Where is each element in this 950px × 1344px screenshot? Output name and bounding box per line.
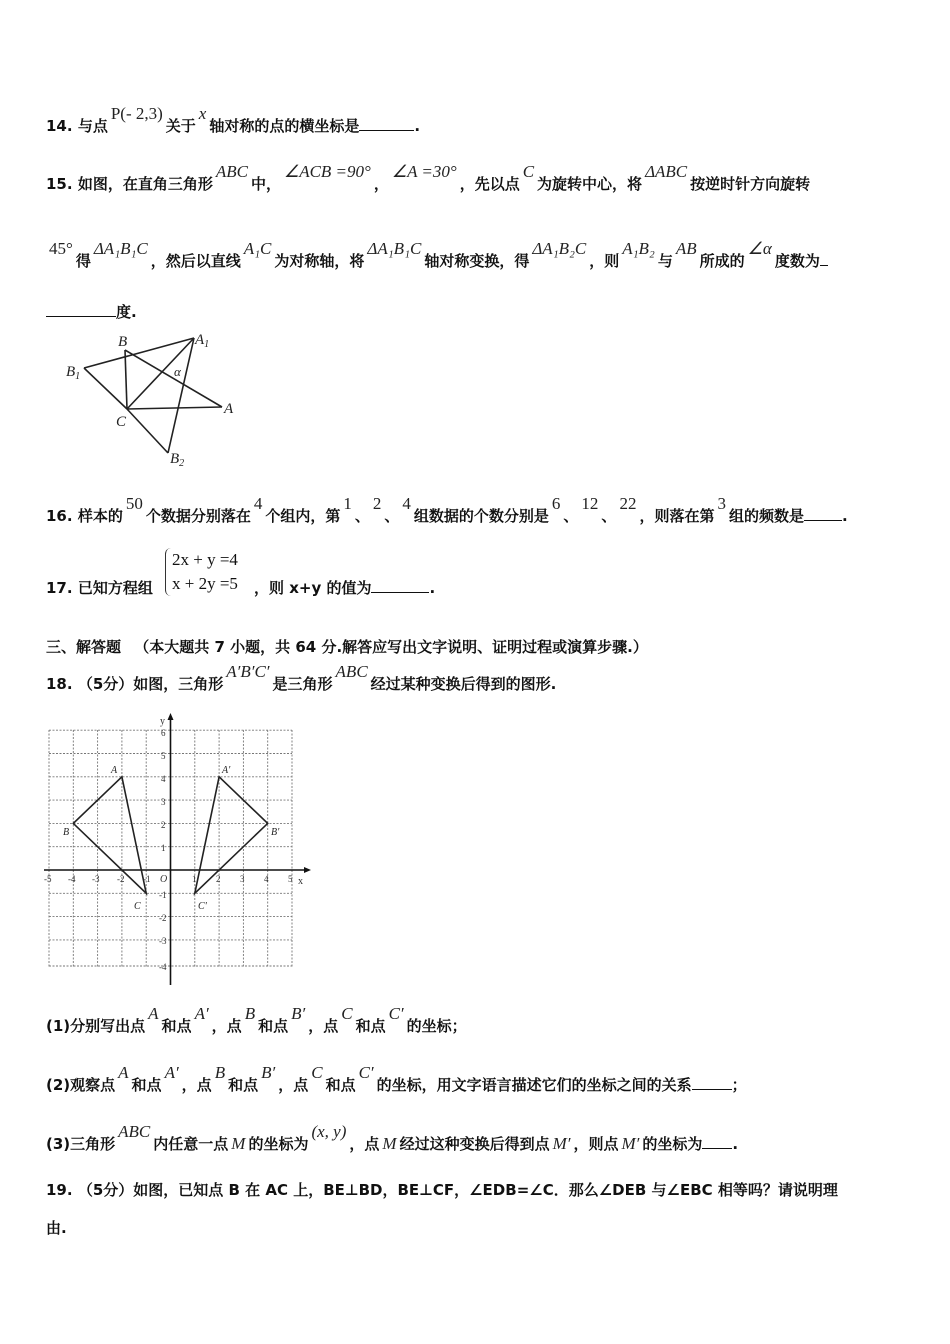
text: ； — [731, 1076, 747, 1094]
text: ，则 — [589, 252, 620, 270]
x-axis-arrow-icon — [304, 867, 311, 873]
math-point: A — [148, 1004, 159, 1023]
math-triangle: ΔA₁B₂C — [532, 239, 587, 258]
question-19 — [46, 1180, 838, 1200]
text: 轴对称的点的横坐标是 — [209, 117, 360, 135]
text: 由. — [46, 1219, 67, 1237]
text: (2)观察点 — [46, 1076, 116, 1094]
label-B2: $B_2$ — [170, 451, 185, 469]
svg-text:-3: -3 — [159, 936, 167, 946]
math-number: 50 — [125, 494, 143, 513]
math-triangle: ABC — [215, 162, 248, 181]
equation-1: 2x + y =4 — [172, 550, 238, 569]
math-triangle: ΔA₁B₁C — [93, 239, 148, 258]
math-point: A′ — [194, 1004, 209, 1023]
text: ， — [373, 175, 389, 193]
question-17 — [46, 578, 153, 598]
math-number: 2 — [372, 494, 382, 513]
text: 、 — [563, 507, 579, 525]
text: 的坐标为 — [642, 1135, 703, 1153]
text: 关于 — [165, 117, 196, 135]
text: ，点 — [181, 1076, 212, 1094]
text: 如图，在直角三角形 — [77, 175, 213, 193]
label-alpha: α — [174, 364, 181, 379]
math-point: C′ — [358, 1063, 374, 1082]
math-point: A — [118, 1063, 129, 1082]
math-segment: AB — [675, 239, 697, 258]
svg-text:-2: -2 — [159, 913, 167, 923]
text: （5分）如图，三角形 — [77, 675, 224, 693]
svg-text:-3: -3 — [92, 874, 100, 884]
text: ，则点 — [573, 1135, 619, 1153]
svg-text:2: 2 — [216, 874, 221, 884]
math-number: 6 — [551, 494, 561, 513]
math-point: B′ — [261, 1063, 276, 1082]
label-A: A — [224, 401, 234, 417]
text: 和点 — [228, 1076, 259, 1094]
text: ，先以点 — [459, 175, 520, 193]
math-number: 3 — [717, 494, 726, 513]
math-point: A′ — [164, 1063, 179, 1082]
math-point: B — [214, 1063, 226, 1082]
text: 、 — [384, 507, 400, 525]
label-B: B — [63, 827, 70, 838]
math-axis: x — [198, 104, 207, 123]
text: ，点 — [211, 1017, 242, 1035]
math-number: 22 — [619, 494, 637, 513]
triangle-A'B'C' — [195, 777, 268, 894]
question-number: 17. — [46, 579, 73, 597]
label-B: B — [118, 334, 128, 350]
answer-blank-start[interactable] — [820, 251, 828, 266]
equation-2: x + 2y =5 — [172, 574, 238, 593]
answer-blank[interactable] — [359, 116, 414, 131]
text: 和点 — [355, 1017, 386, 1035]
text: . — [414, 117, 421, 135]
math-segment: A₁B₂ — [622, 239, 655, 258]
triangle-ABC — [73, 777, 146, 894]
text: ，则落在第 — [639, 507, 715, 525]
math-triangle: ΔA₁B₁C — [367, 239, 422, 258]
question-18-part1 — [46, 1004, 467, 1036]
svg-text:1: 1 — [192, 874, 197, 884]
text: 是三角形 — [272, 675, 333, 693]
math-point: C — [311, 1063, 323, 1082]
text: 按逆时针方向旋转 — [690, 175, 811, 193]
svg-text:1: 1 — [161, 843, 166, 853]
math-point: M — [382, 1134, 397, 1153]
svg-text:3: 3 — [161, 797, 166, 807]
math-point: C′ — [388, 1004, 404, 1023]
text: 组数据的个数分别是 — [413, 507, 549, 525]
text: 的坐标，用文字语言描述它们的坐标之间的关系 — [376, 1076, 692, 1094]
label-C: C — [134, 901, 141, 912]
svg-text:x: x — [298, 876, 303, 887]
math-point: M′ — [552, 1134, 571, 1153]
text: 的坐标； — [406, 1017, 467, 1035]
section-note: （本大题共 7 小题，共 64 分.解答应写出文字说明、证明过程或演算步骤.） — [134, 638, 648, 656]
question-16 — [46, 494, 848, 526]
label-B-prime: B' — [271, 827, 280, 838]
label-C: C — [116, 414, 127, 430]
q15-figure — [60, 325, 240, 475]
svg-text:3: 3 — [240, 874, 245, 884]
svg-text:6: 6 — [161, 728, 166, 738]
svg-text:4: 4 — [161, 774, 166, 784]
question-number: 14. — [46, 117, 73, 135]
math-point: C — [522, 162, 535, 181]
text: ，则 x+y 的值为 — [254, 579, 372, 597]
question-number: 15. — [46, 175, 73, 193]
svg-text:-5: -5 — [44, 874, 52, 884]
text: (3)三角形 — [46, 1135, 116, 1153]
answer-blank[interactable] — [804, 506, 842, 521]
question-15 — [46, 162, 811, 194]
answer-blank[interactable] — [371, 578, 429, 593]
question-18-part2 — [46, 1063, 747, 1095]
answer-blank[interactable] — [702, 1134, 732, 1149]
text: 和点 — [258, 1017, 289, 1035]
math-triangle: ΔABC — [645, 162, 688, 181]
math-number: 4 — [253, 494, 263, 513]
text: 与点 — [77, 117, 108, 135]
text: 为对称轴，将 — [274, 252, 365, 270]
text: ，然后以直线 — [150, 252, 241, 270]
text: 、 — [601, 507, 617, 525]
text: 和点 — [325, 1076, 356, 1094]
text: 度. — [116, 303, 137, 321]
coordinate-grid — [40, 710, 320, 990]
text: 经过这种变换后得到点 — [399, 1135, 550, 1153]
text: 经过某种变换后得到的图形. — [370, 675, 557, 693]
label-A1: $A_1$ — [195, 332, 210, 350]
text: 的坐标为 — [248, 1135, 309, 1153]
text: . — [841, 507, 848, 525]
math-point: B — [244, 1004, 256, 1023]
question-number: 18. — [46, 675, 73, 693]
question-18 — [46, 662, 557, 694]
svg-text:5: 5 — [161, 751, 166, 761]
svg-text:y: y — [160, 716, 165, 727]
text: . — [429, 579, 436, 597]
text: 中， — [250, 175, 281, 193]
text: 和点 — [131, 1076, 162, 1094]
math-point: B′ — [291, 1004, 306, 1023]
math-point: M — [231, 1134, 246, 1153]
text: 、 — [354, 507, 370, 525]
text: (1)分别写出点 — [46, 1017, 146, 1035]
question-number: 16. — [46, 507, 73, 525]
text: 与 — [657, 252, 673, 270]
text: 已知方程组 — [77, 579, 153, 597]
text: 和点 — [161, 1017, 192, 1035]
equation-system — [165, 548, 238, 596]
math-angle: ∠α — [747, 239, 772, 258]
math-degree: 45° — [49, 239, 73, 258]
section-heading — [46, 637, 648, 657]
question-15-line3 — [46, 302, 137, 322]
svg-text:-1: -1 — [143, 874, 151, 884]
answer-blank[interactable] — [46, 302, 116, 317]
question-18-part3 — [46, 1122, 739, 1154]
label-B1: $B_1$ — [66, 364, 81, 382]
svg-text:5: 5 — [288, 874, 293, 884]
math-coordinate: (x, y) — [311, 1122, 347, 1141]
text: 度数为 — [774, 252, 820, 270]
math-triangle: ABC — [118, 1122, 151, 1141]
question-19-line2 — [46, 1218, 67, 1238]
answer-blank[interactable] — [692, 1075, 732, 1090]
text: ，点 — [278, 1076, 309, 1094]
math-number: 4 — [402, 494, 411, 513]
question-14 — [46, 104, 421, 136]
math-point: M′ — [621, 1134, 640, 1153]
text: 轴对称变换，得 — [424, 252, 530, 270]
svg-text:4: 4 — [264, 874, 269, 884]
math-point: P(- 2,3) — [110, 104, 163, 123]
math-triangle: A′B′C′ — [226, 662, 270, 681]
math-angle: ∠ACB =90° — [283, 162, 371, 181]
math-point: C — [341, 1004, 353, 1023]
math-number: 12 — [581, 494, 599, 513]
text: 所成的 — [699, 252, 745, 270]
svg-text:2: 2 — [161, 820, 166, 830]
text: 个数据分别落在 — [145, 507, 251, 525]
math-line: A₁C — [243, 239, 272, 258]
svg-text:-4: -4 — [68, 874, 76, 884]
text: . — [732, 1135, 739, 1153]
svg-text:O: O — [160, 874, 168, 885]
text: 个组内，第 — [265, 507, 341, 525]
text: 组的频数是 — [728, 507, 804, 525]
math-number: 1 — [343, 494, 352, 513]
text: 得 — [75, 252, 91, 270]
text: 为旋转中心，将 — [537, 175, 643, 193]
text: ，点 — [308, 1017, 339, 1035]
svg-text:-1: -1 — [159, 890, 167, 900]
label-C-prime: C' — [198, 901, 207, 912]
question-number: 19. — [46, 1181, 73, 1199]
text: ，点 — [349, 1135, 380, 1153]
label-A: A — [111, 765, 118, 776]
question-15-line2 — [46, 239, 828, 271]
text: （5分）如图，已知点 B 在 AC 上，BE⊥BD，BE⊥CF，∠EDB=∠C．那么∠DEB 与∠EBC 相等吗？请说明理 — [77, 1181, 838, 1199]
math-triangle: ABC — [335, 662, 368, 681]
text: 样本的 — [77, 507, 123, 525]
svg-text:-2: -2 — [117, 874, 125, 884]
question-17-tail — [254, 578, 435, 598]
y-axis-arrow-icon — [168, 713, 174, 720]
label-A-prime: A' — [222, 765, 231, 776]
svg-text:-4: -4 — [159, 962, 167, 972]
math-angle: ∠A =30° — [391, 162, 457, 181]
section-title: 三、解答题 — [46, 638, 122, 656]
text: 内任意一点 — [153, 1135, 229, 1153]
